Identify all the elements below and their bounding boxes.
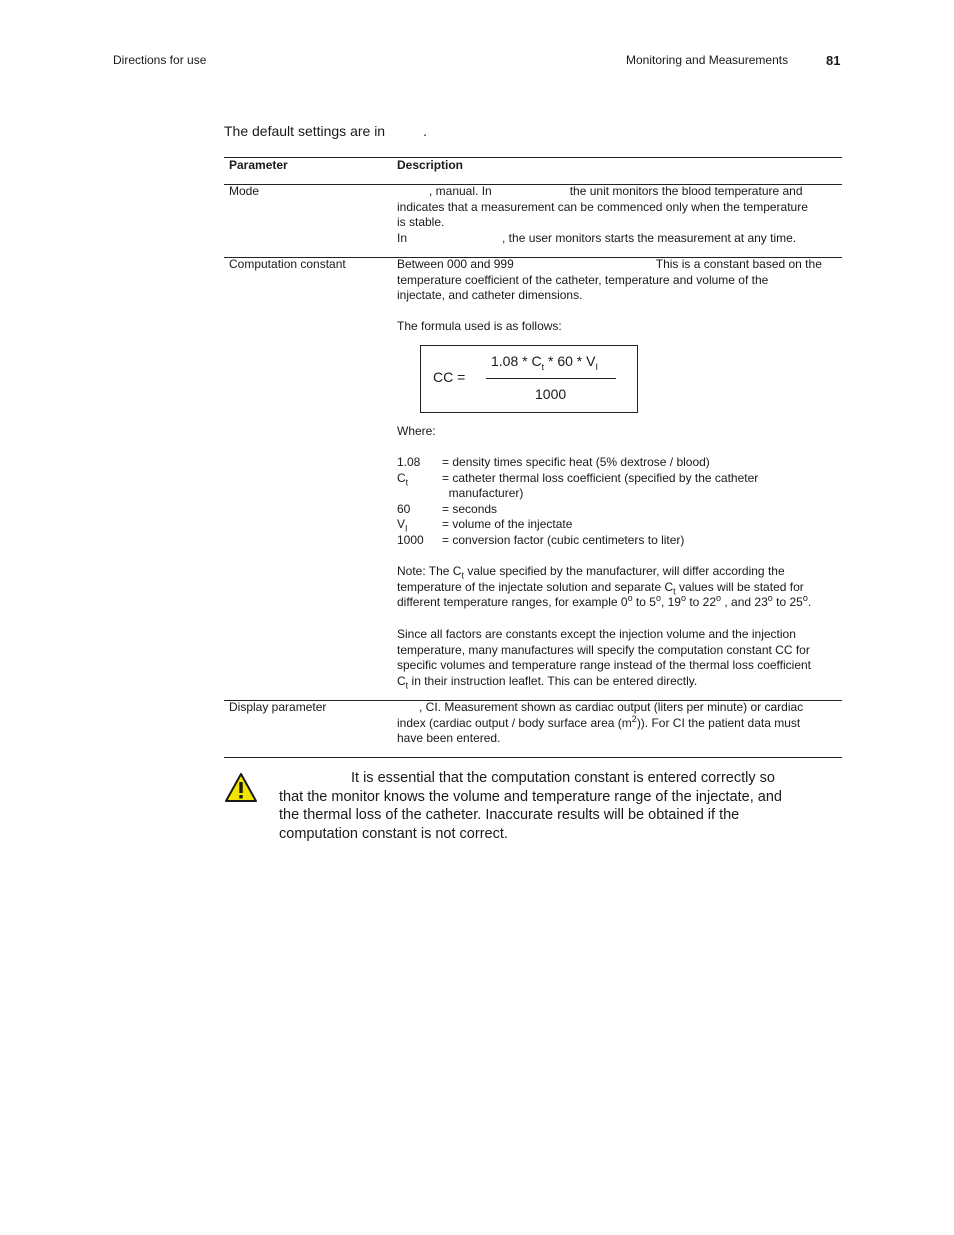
param-display-parameter: Display parameter [229,700,327,714]
desc-cc-line-4: The formula used is as follows: [397,319,562,334]
formula-denominator: 1000 [535,386,567,402]
column-header-parameter: Parameter [229,158,288,172]
warning-line-1: It is essential that the computation constant is entered correctly so [351,770,775,786]
header-document-title: Directions for use [113,53,207,67]
desc-mode-line-2: indicates that a measurement can be commenced only when the temperature [397,199,808,214]
ct-explanation-line-3: specific volumes and temperature range instead of the thermal loss coefficient [397,658,811,673]
intro-text [224,123,427,139]
intro-text-main: The default settings are in [224,123,386,139]
column-header-description: Description [397,158,464,172]
ct-explanation-line-4: $C_t$ in their instruction leaflet. This can be entered directly. [397,673,698,691]
desc-mode-line-4: In , the user monitors starts the measurement at any time. [397,230,797,245]
ct-explanation [397,627,842,689]
desc-display-line-1: , CI. Measurement shown as cardiac output (liters per minute) or cardiac [419,700,804,714]
param-mode: Mode [229,184,260,198]
ct-explanation-line-2: temperature, many manufactures will specify the computation constant CC for [397,642,810,657]
ct-note-line-1: Note: The $C_t$ value specified by the manufacturer, will differ according the [397,564,785,581]
warning-text [279,769,839,843]
desc-cc-line-1: Between 000 and 999 This is a constant based on the [397,257,822,271]
formula-box [420,345,638,413]
desc-display-parameter [397,700,842,747]
desc-cc-line-3: injectate, and catheter dimensions. [397,288,583,303]
warning-line-4: computation constant is not correct. [279,825,508,842]
desc-cc-line-2: temperature coefficient of the catheter, temperature and volume of the [397,272,769,287]
intro-text-suffix: . [423,123,427,139]
table-bottom-rule [224,757,842,758]
param-computation-constant: Computation constant [229,257,346,271]
formula-lhs: CC = [433,369,466,385]
warning-triangle-icon [224,772,258,808]
warning-line-2: that the monitor knows the volume and temperature range of the injectate, and [279,788,782,805]
desc-mode-line-3: is stable. [397,215,445,230]
desc-display-line-3: have been entered. [397,731,501,746]
ct-explanation-line-1: Since all factors are constants except the injection volume and the injection [397,627,796,641]
ct-note-line-3: different temperature ranges, for example 0$^o$ to 5$^o$, 19$^o$ to 22$^o$ , and 23$^o$ to 25$^o$. [397,593,812,610]
formula-fraction-bar [486,378,616,379]
warning-line-3: the thermal loss of the catheter. Inaccurate results will be obtained if the [279,807,740,824]
table-top-rule [224,157,842,158]
desc-display-line-2: index (cardiac output / body surface area $(m^2)$). For CI the patient data must [397,713,801,730]
ct-note [397,564,842,611]
desc-mode [397,184,842,246]
header-section-title: Monitoring and Measurements [626,53,789,67]
ct-note-line-2: temperature of the injectate solution and separate $C_t$ values will be stated for [397,579,804,596]
page-number: 81 [826,53,841,68]
formula-numerator: $1.08 * C_t * 60 * V_I$ [491,353,598,372]
where-label: Where: [397,424,436,438]
desc-mode-line-1: , manual. In the unit monitors the blood temperature and [429,184,803,198]
desc-computation-constant [397,257,842,335]
